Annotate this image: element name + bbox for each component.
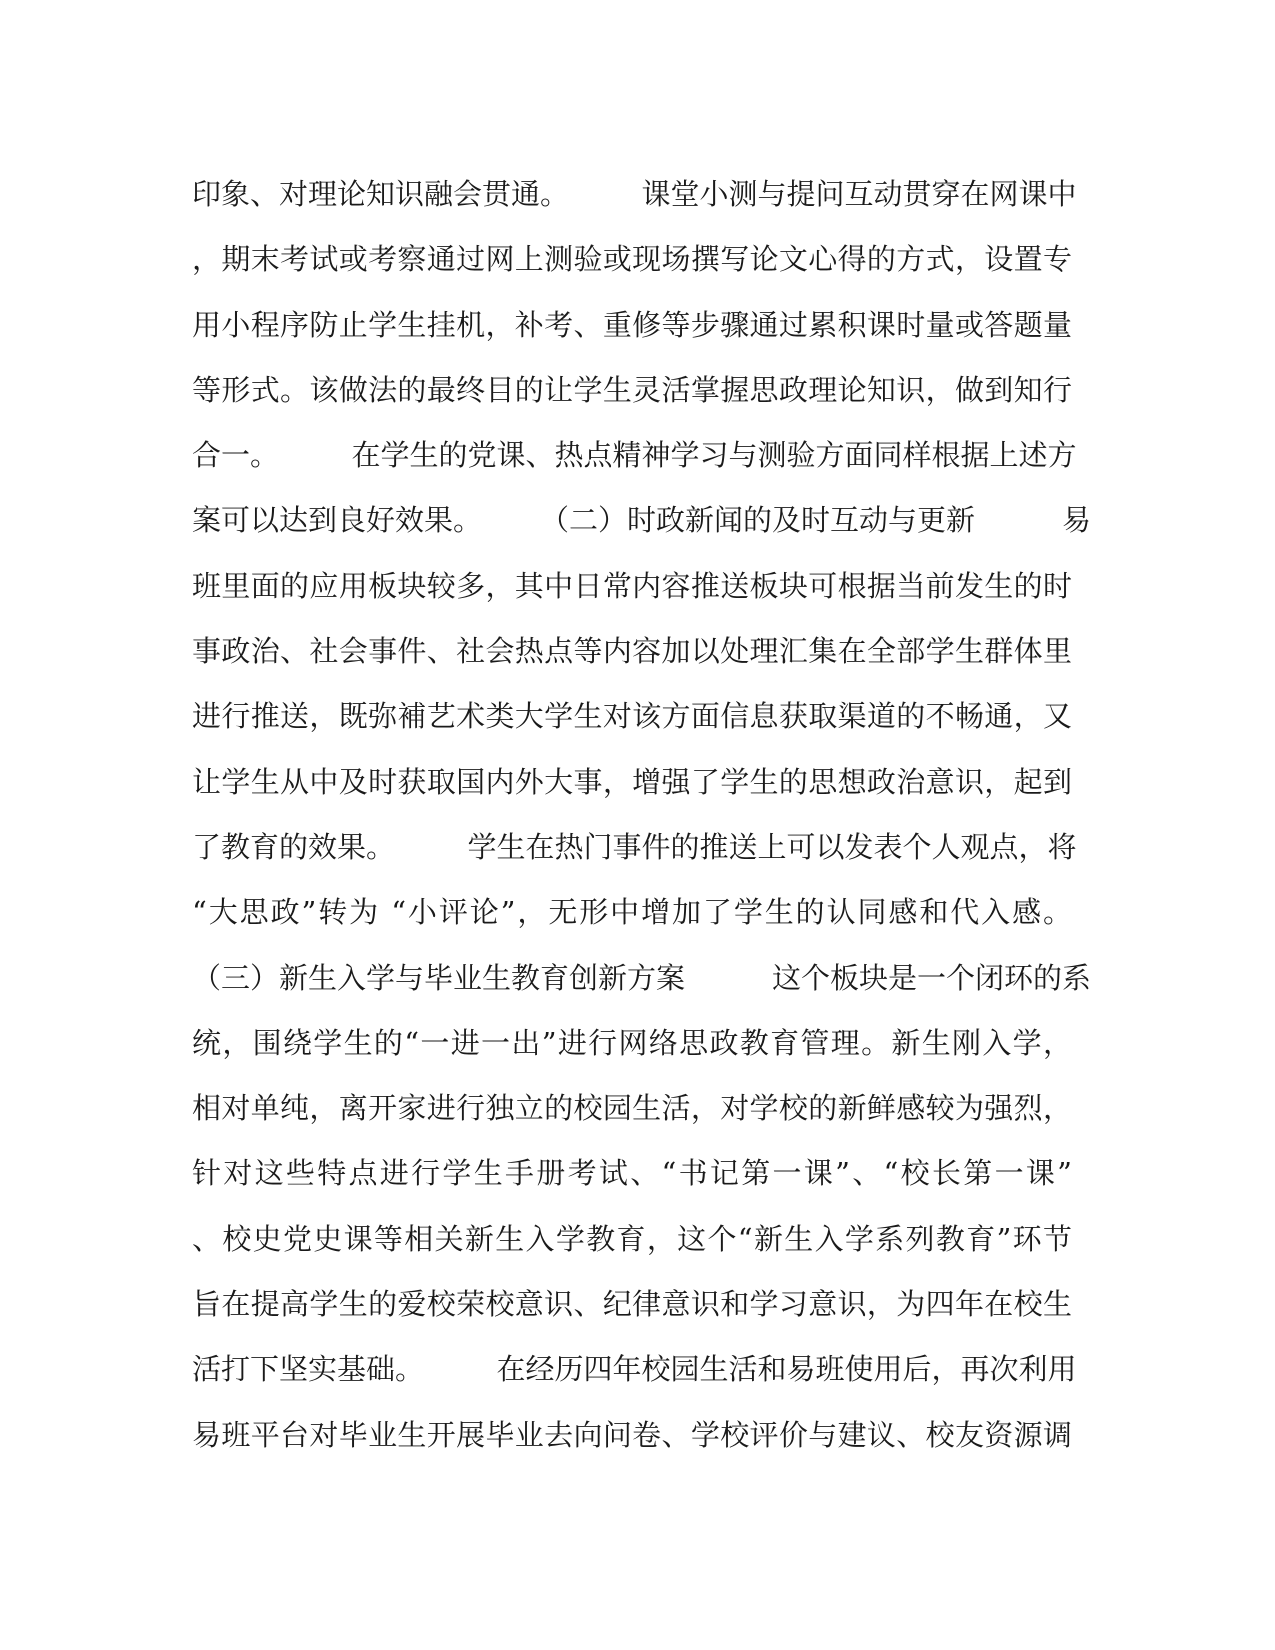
text-line: （三）新生入学与毕业生教育创新方案 这个板块是一个闭环的系 (192, 960, 1092, 995)
text-line: 案可以达到良好效果。 （二）时政新闻的及时互动与更新 易 (192, 503, 1092, 538)
text-line: 旨在提高学生的爱校荣校意识、纪律意识和学习意识，为四年在校生 (192, 1287, 1072, 1322)
body-text (192, 162, 1092, 1468)
text-line: 、校史党史课等相关新生入学教育，这个“新生入学系列教育”环节 (192, 1221, 1072, 1256)
text-line: 等形式。该做法的最终目的让学生灵活掌握思政理论知识，做到知行 (192, 372, 1072, 407)
text-line: 合一。 在学生的党课、热点精神学习与测验方面同样根据上述方 (192, 438, 1077, 473)
text-line: “大思政”转为 “小评论”，无形中增加了学生的认同感和代入感。 (192, 895, 1072, 930)
text-line: 事政治、社会事件、社会热点等内容加以处理汇集在全部学生群体里 (192, 634, 1072, 669)
text-line: 进行推送，既弥補艺术类大学生对该方面信息获取渠道的不畅通，又 (192, 699, 1072, 734)
text-line: 易班平台对毕业生开展毕业去向问卷、学校评价与建议、校友资源调 (192, 1417, 1072, 1452)
text-line: 让学生从中及时获取国内外大事，增强了学生的思想政治意识，起到 (192, 764, 1072, 799)
text-line: 了教育的效果。 学生在热门事件的推送上可以发表个人观点，将 (192, 829, 1077, 864)
text-line: 印象、对理论知识融会贯通。 课堂小测与提问互动贯穿在网课中 (192, 177, 1077, 211)
text-line: 统，围绕学生的“一进一出”进行网络思政教育管理。新生刚入学， (192, 1025, 1072, 1060)
text-line: 相对单纯，离开家进行独立的校园生活，对学校的新鲜感较为强烈， (192, 1091, 1072, 1126)
text-line: 班里面的应用板块较多，其中日常内容推送板块可根据当前发生的时 (192, 568, 1072, 603)
text-line: 活打下坚实基础。 在经历四年校园生活和易班使用后，再次利用 (192, 1352, 1077, 1387)
text-line: 用小程序防止学生挂机，补考、重修等步骤通过累积课时量或答题量 (192, 307, 1072, 342)
text-line: 针对这些特点进行学生手册考试、“书记第一课”、“校长第一课” (192, 1156, 1072, 1191)
text-line: ，期末考试或考察通过网上测验或现场撰写论文心得的方式，设置专 (192, 242, 1072, 277)
